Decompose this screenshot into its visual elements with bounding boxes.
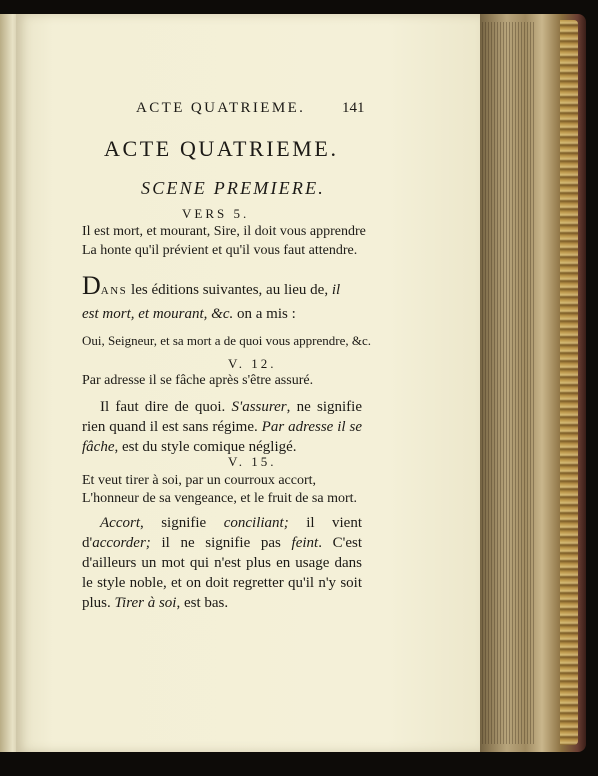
commentary-text: il vient d' [82,515,363,551]
scene-title: SCENE PREMIERE. [141,178,325,198]
quoted-verse: Oui, Seigneur, et sa mort a de quoi vous apprendre, &c. [82,333,372,348]
verse-line: Il est mort, et mourant, Sire, il doit vous apprendre [82,224,366,239]
commentary-text: , signifie [139,515,224,531]
verse-heading: V. 12. [228,356,277,371]
small-caps: ANS [100,285,128,297]
verse-line: L'honneur de sa vengeance, et le fruit de sa mort. [82,491,358,506]
page-edges [482,22,534,744]
commentary-italic: conciliant; [223,515,289,531]
page-number: 141 [342,100,365,116]
commentary-italic: Par adresse il se fâche [82,419,362,455]
commentary-italic: accorder; [92,535,151,551]
commentary-paragraph [82,513,362,613]
commentary-line [82,304,296,324]
commentary-italic: Accort [100,515,140,531]
verse-line: Et veut tirer à soi, par un courroux accort, [82,473,317,488]
commentary-text: on a mis : [233,306,296,322]
commentary-paragraph [82,397,362,457]
verse-line: Par adresse il se fâche après s'être assuré. [82,373,314,388]
gilt-spine [560,20,578,745]
verse-heading: VERS 5. [182,206,250,221]
commentary-text: les éditions suivantes, au lieu de, [127,282,332,298]
verse-line: La honte qu'il prévient et qu'il vous faut attendre. [82,243,358,258]
running-head: ACTE QUATRIEME. [136,100,306,116]
commentary-line [82,271,341,301]
commentary-text: Il faut dire de quoi. [100,399,232,415]
commentary-italic: S'assurer [231,399,287,415]
commentary-text: , ne signifie rien quand il est sans régime. [82,399,362,435]
commentary-text: , est bas. [176,595,229,611]
drop-cap: D [82,271,101,300]
commentary-italic: feint [291,535,319,551]
commentary-text: . C'est d'ailleurs un mot qui n'est plus en usage dans le style noble, et on doit regretter qu'il n'y soit plus. [82,535,362,611]
book-page [16,14,480,752]
commentary-italic: est mort, et mourant, &c. [82,306,234,322]
commentary-text: il ne signifie pas [150,535,292,551]
verse-heading: V. 15. [228,454,277,469]
commentary-italic: Tirer à soi [114,595,177,611]
act-title: ACTE QUATRIEME. [104,136,339,161]
commentary-text: , est du style comique négligé. [114,439,297,455]
commentary-italic: il [331,282,341,298]
